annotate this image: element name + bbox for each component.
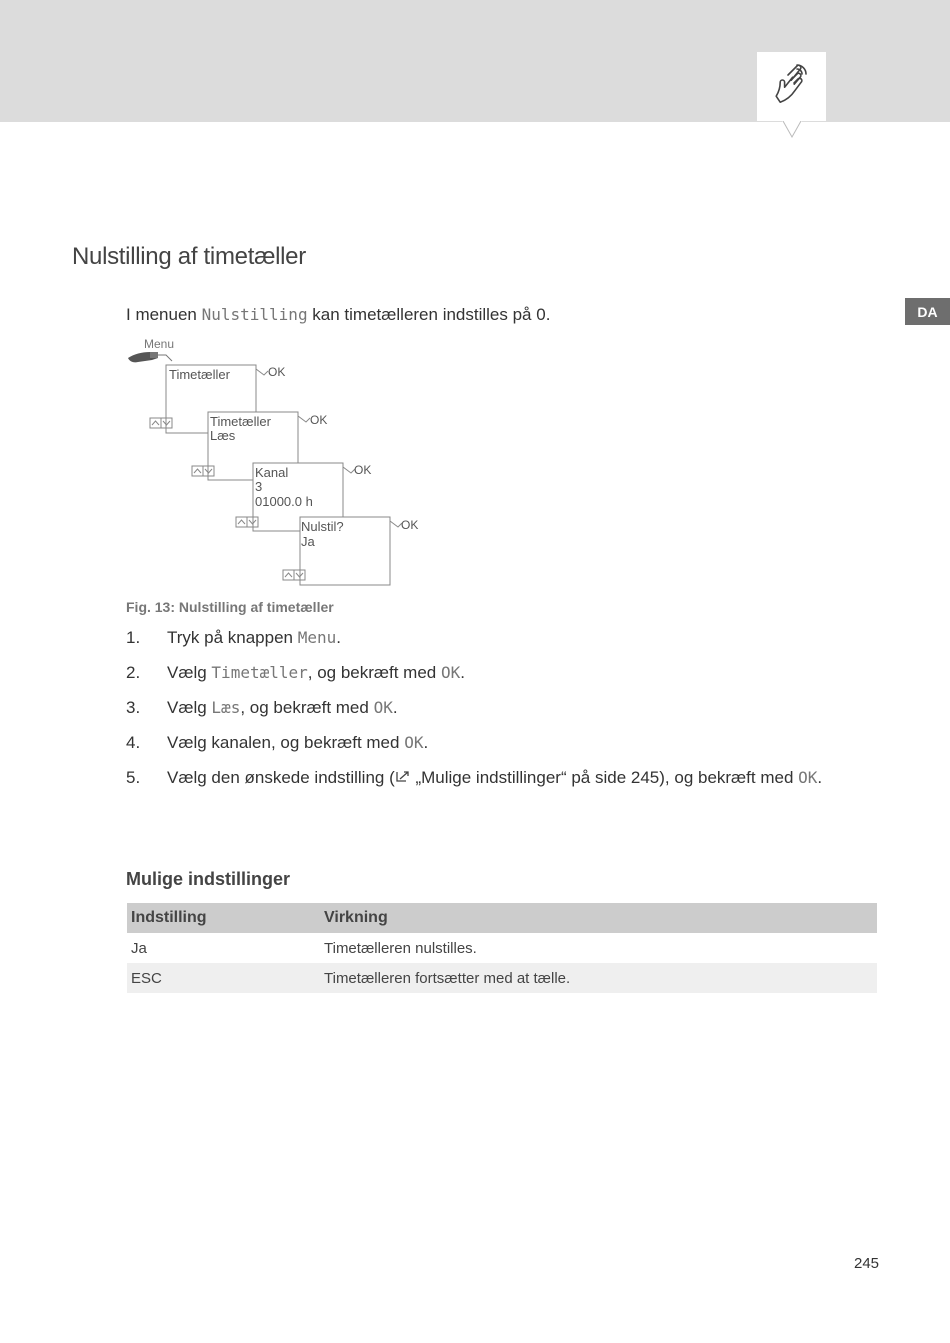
settings-title: Mulige indstillinger xyxy=(126,869,291,889)
intro-text-after: kan timetælleren indstilles på 0. xyxy=(307,305,551,324)
step-text-part: . xyxy=(460,663,465,682)
table-cell: Timetælleren fortsætter med at tælle. xyxy=(320,963,877,993)
menu-code: Menu xyxy=(297,628,337,647)
section-title: Nulstilling af timetæller xyxy=(72,243,306,270)
step-text-part: Vælg xyxy=(167,663,212,682)
step-text-part: Vælg xyxy=(167,698,212,717)
list-item xyxy=(126,768,822,803)
menu-code: OK xyxy=(440,663,461,682)
screen-line: Læs xyxy=(210,428,236,443)
intro-paragraph xyxy=(126,305,550,325)
screen-line: Timetæller xyxy=(169,367,230,382)
list-item xyxy=(126,698,822,733)
ok-label: OK xyxy=(401,518,419,532)
table-cell: ESC xyxy=(127,963,320,993)
table-row xyxy=(127,963,877,993)
step-text-part: Tryk på knappen xyxy=(167,628,298,647)
callout-pointer xyxy=(782,121,802,139)
step-text xyxy=(167,733,428,768)
menu-code: OK xyxy=(798,768,818,787)
diagram-menu-label: Menu xyxy=(144,337,175,351)
ok-label: OK xyxy=(310,413,328,427)
list-item xyxy=(126,663,822,698)
step-text-part: . xyxy=(423,733,429,752)
table-header: Indstilling xyxy=(127,903,320,933)
table-header: Virkning xyxy=(320,903,877,933)
screen-line: Nulstil? xyxy=(301,519,344,534)
table-row xyxy=(127,933,877,963)
table-cell: Timetælleren nulstilles. xyxy=(324,939,477,957)
list-item xyxy=(126,733,822,768)
step-text-part: , og bekræft med xyxy=(240,698,374,717)
screen-line: 3 xyxy=(255,479,263,494)
steps-list xyxy=(126,628,822,803)
cross-reference-icon[interactable] xyxy=(395,770,411,784)
screen-line: Ja xyxy=(301,534,315,549)
step-number: 1. xyxy=(126,628,141,647)
pointing-hand-icon xyxy=(128,352,172,362)
screen-line: Kanal xyxy=(255,465,289,480)
screen-line: 01000.0 h xyxy=(255,494,313,509)
menu-code: Læs xyxy=(211,698,241,717)
cross-reference-link[interactable]: „Mulige indstillinger“ på side 245), og bekræft med xyxy=(410,768,799,787)
step-number: 3. xyxy=(126,698,141,717)
figure-caption: Fig. 13: Nulstilling af timetæller xyxy=(126,599,334,615)
step-text-part: . xyxy=(336,628,341,647)
menu-screen-4 xyxy=(283,517,418,585)
step-number: 2. xyxy=(126,663,141,682)
page-number: 245 xyxy=(854,1255,880,1272)
step-text xyxy=(167,698,398,733)
step-text xyxy=(167,628,341,663)
menu-code: OK xyxy=(373,698,393,717)
list-item xyxy=(126,628,822,663)
ok-label: OK xyxy=(268,365,286,379)
step-text xyxy=(167,768,822,803)
step-text-part: Vælg kanalen, og bekræft med xyxy=(167,733,405,752)
ok-label: OK xyxy=(354,463,372,477)
settings-table xyxy=(127,903,877,993)
step-number: 4. xyxy=(126,733,141,752)
step-text-part: . xyxy=(817,768,823,787)
menu-code: Timetæller xyxy=(211,663,308,682)
touch-gesture-icon xyxy=(757,52,826,121)
step-text-part: , og bekræft med xyxy=(307,663,441,682)
step-text-part: . xyxy=(392,698,398,717)
screen-line: Timetæller xyxy=(210,414,271,429)
menu-diagram xyxy=(120,334,440,596)
language-tab: DA xyxy=(905,298,950,325)
step-text-part: Vælg den ønskede indstilling ( xyxy=(167,768,395,787)
menu-code: Nulstilling xyxy=(201,305,308,324)
table-cell: Ja xyxy=(131,939,147,957)
step-text xyxy=(167,663,465,698)
table-header-row xyxy=(127,903,877,933)
intro-text-before: I menuen xyxy=(126,305,202,324)
step-number: 5. xyxy=(126,768,141,787)
menu-code: OK xyxy=(404,733,424,752)
